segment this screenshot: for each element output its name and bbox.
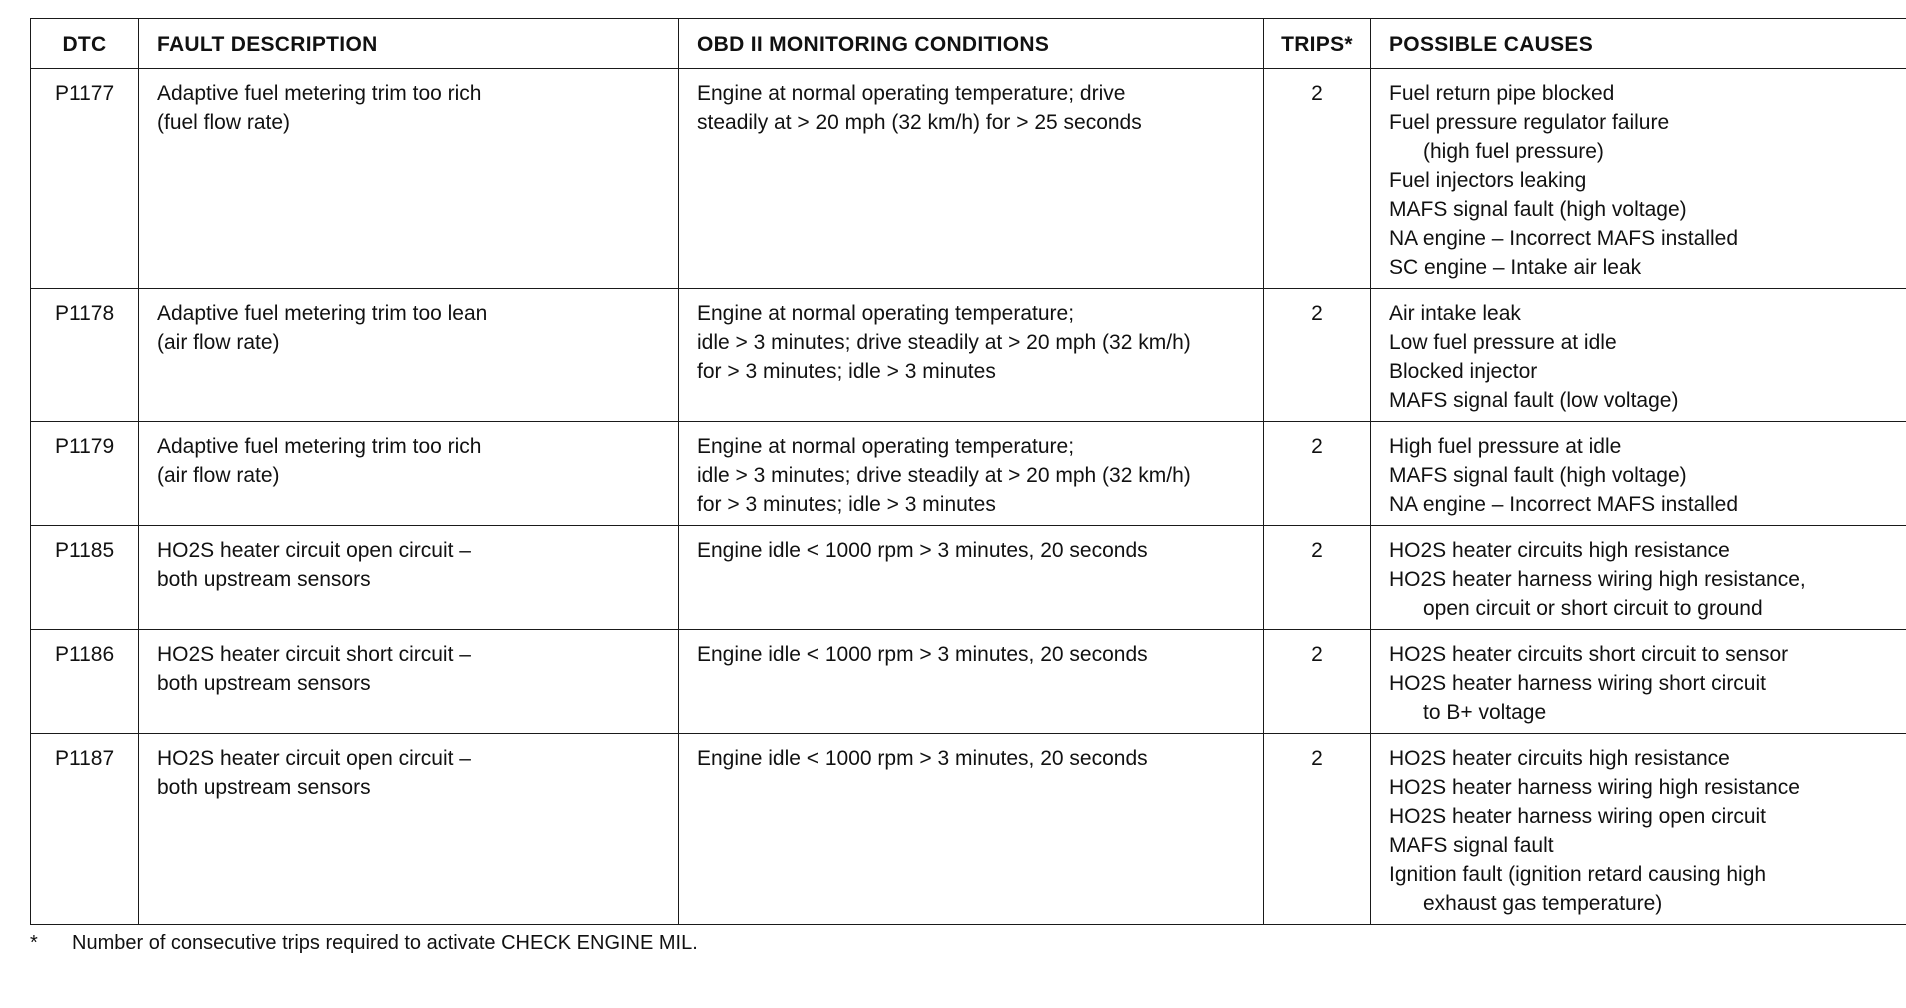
table-row: [31, 630, 1906, 734]
fault-description-line: (air flow rate): [157, 464, 280, 487]
table-row: [31, 289, 1906, 422]
dtc-code: P1178: [55, 302, 115, 325]
possible-cause-line: NA engine – Incorrect MAFS installed: [1389, 493, 1739, 516]
table-row: [31, 734, 1906, 925]
fault-description-line: Adaptive fuel metering trim too rich: [157, 435, 482, 458]
fault-description-cell: [139, 289, 679, 422]
possible-cause-line: Air intake leak: [1389, 302, 1521, 325]
table-row: [31, 422, 1906, 526]
possible-cause-line: to B+ voltage: [1423, 701, 1547, 724]
footnote: [30, 932, 698, 955]
dtc-code: P1179: [55, 435, 115, 458]
monitoring-condition-line: Engine at normal operating temperature; drive: [697, 82, 1126, 105]
monitoring-condition-line: Engine idle < 1000 rpm > 3 minutes, 20 seconds: [697, 539, 1148, 562]
fault-description-line: both upstream sensors: [157, 776, 371, 799]
possible-causes-cell: [1371, 69, 1906, 289]
trips-count: 2: [1311, 302, 1323, 325]
possible-cause-line: Fuel pressure regulator failure: [1389, 111, 1670, 134]
dtc-code-cell: [31, 289, 139, 422]
possible-cause-line: Fuel injectors leaking: [1389, 169, 1587, 192]
fault-description-line: both upstream sensors: [157, 672, 371, 695]
possible-cause-line: Blocked injector: [1389, 360, 1538, 383]
trips-count: 2: [1311, 747, 1323, 770]
monitoring-condition-line: Engine at normal operating temperature;: [697, 435, 1075, 458]
monitoring-condition-line: steadily at > 20 mph (32 km/h) for > 25 seconds: [697, 111, 1142, 134]
monitoring-condition-line: for > 3 minutes; idle > 3 minutes: [697, 360, 996, 383]
possible-cause-line: HO2S heater circuits high resistance: [1389, 747, 1730, 770]
possible-cause-line: HO2S heater harness wiring high resistance,: [1389, 568, 1806, 591]
trips-cell: [1264, 630, 1371, 734]
monitoring-condition-line: idle > 3 minutes; drive steadily at > 20 mph (32 km/h): [697, 464, 1191, 487]
possible-cause-line: HO2S heater harness wiring open circuit: [1389, 805, 1767, 828]
fault-description-cell: [139, 69, 679, 289]
header-fault-description: FAULT DESCRIPTION: [139, 19, 679, 69]
fault-description-line: (air flow rate): [157, 331, 280, 354]
dtc-table: [30, 18, 1906, 925]
fault-description-cell: [139, 734, 679, 925]
trips-count: 2: [1311, 82, 1323, 105]
possible-cause-line: Fuel return pipe blocked: [1389, 82, 1615, 105]
possible-cause-line: HO2S heater circuits short circuit to sensor: [1389, 643, 1789, 666]
possible-causes-cell: [1371, 526, 1906, 630]
fault-description-line: HO2S heater circuit open circuit –: [157, 747, 471, 770]
footnote-text: Number of consecutive trips required to activate CHECK ENGINE MIL.: [72, 932, 698, 954]
header-row: [31, 19, 1906, 69]
trips-count: 2: [1311, 435, 1323, 458]
trips-count: 2: [1311, 643, 1323, 666]
fault-description-line: HO2S heater circuit short circuit –: [157, 643, 471, 666]
possible-causes-cell: [1371, 630, 1906, 734]
possible-causes-cell: [1371, 289, 1906, 422]
trips-cell: [1264, 734, 1371, 925]
header-dtc: DTC: [31, 19, 139, 69]
dtc-code: P1177: [55, 82, 115, 105]
fault-description-cell: [139, 526, 679, 630]
monitoring-condition-line: idle > 3 minutes; drive steadily at > 20 mph (32 km/h): [697, 331, 1191, 354]
dtc-code: P1187: [55, 747, 115, 770]
monitoring-conditions-cell: [679, 422, 1264, 526]
fault-description-cell: [139, 422, 679, 526]
table-row: [31, 526, 1906, 630]
possible-cause-line: exhaust gas temperature): [1423, 892, 1663, 915]
fault-description-line: both upstream sensors: [157, 568, 371, 591]
monitoring-conditions-cell: [679, 526, 1264, 630]
trips-cell: [1264, 526, 1371, 630]
possible-causes-cell: [1371, 734, 1906, 925]
trips-count: 2: [1311, 539, 1323, 562]
header-monitoring-conditions: OBD II MONITORING CONDITIONS: [679, 19, 1264, 69]
dtc-document: [30, 18, 1906, 925]
dtc-code: P1185: [55, 539, 115, 562]
possible-cause-line: HO2S heater circuits high resistance: [1389, 539, 1730, 562]
dtc-code-cell: [31, 526, 139, 630]
dtc-code-cell: [31, 422, 139, 526]
possible-cause-line: Low fuel pressure at idle: [1389, 331, 1617, 354]
possible-cause-line: High fuel pressure at idle: [1389, 435, 1622, 458]
footnote-asterisk: *: [30, 932, 38, 954]
table-body: [31, 69, 1906, 925]
possible-cause-line: HO2S heater harness wiring short circuit: [1389, 672, 1766, 695]
fault-description-line: (fuel flow rate): [157, 111, 291, 134]
possible-cause-line: (high fuel pressure): [1423, 140, 1604, 163]
monitoring-conditions-cell: [679, 734, 1264, 925]
monitoring-condition-line: for > 3 minutes; idle > 3 minutes: [697, 493, 996, 516]
trips-cell: [1264, 289, 1371, 422]
header-possible-causes: POSSIBLE CAUSES: [1371, 19, 1906, 69]
trips-cell: [1264, 69, 1371, 289]
monitoring-conditions-cell: [679, 69, 1264, 289]
possible-cause-line: HO2S heater harness wiring high resistance: [1389, 776, 1800, 799]
possible-cause-line: open circuit or short circuit to ground: [1423, 597, 1763, 620]
monitoring-condition-line: Engine at normal operating temperature;: [697, 302, 1075, 325]
fault-description-line: Adaptive fuel metering trim too rich: [157, 82, 482, 105]
possible-cause-line: MAFS signal fault (high voltage): [1389, 198, 1687, 221]
table-header: [31, 19, 1906, 69]
trips-cell: [1264, 422, 1371, 526]
possible-cause-line: MAFS signal fault (low voltage): [1389, 389, 1679, 412]
table-row: [31, 69, 1906, 289]
fault-description-line: HO2S heater circuit open circuit –: [157, 539, 471, 562]
dtc-code: P1186: [55, 643, 115, 666]
dtc-code-cell: [31, 69, 139, 289]
header-trips: TRIPS*: [1264, 19, 1371, 69]
monitoring-condition-line: Engine idle < 1000 rpm > 3 minutes, 20 seconds: [697, 643, 1148, 666]
monitoring-condition-line: Engine idle < 1000 rpm > 3 minutes, 20 seconds: [697, 747, 1148, 770]
fault-description-cell: [139, 630, 679, 734]
monitoring-conditions-cell: [679, 289, 1264, 422]
possible-causes-cell: [1371, 422, 1906, 526]
dtc-code-cell: [31, 734, 139, 925]
possible-cause-line: MAFS signal fault: [1389, 834, 1554, 857]
possible-cause-line: MAFS signal fault (high voltage): [1389, 464, 1687, 487]
dtc-code-cell: [31, 630, 139, 734]
fault-description-line: Adaptive fuel metering trim too lean: [157, 302, 488, 325]
possible-cause-line: NA engine – Incorrect MAFS installed: [1389, 227, 1739, 250]
monitoring-conditions-cell: [679, 630, 1264, 734]
possible-cause-line: SC engine – Intake air leak: [1389, 256, 1642, 279]
possible-cause-line: Ignition fault (ignition retard causing high: [1389, 863, 1767, 886]
